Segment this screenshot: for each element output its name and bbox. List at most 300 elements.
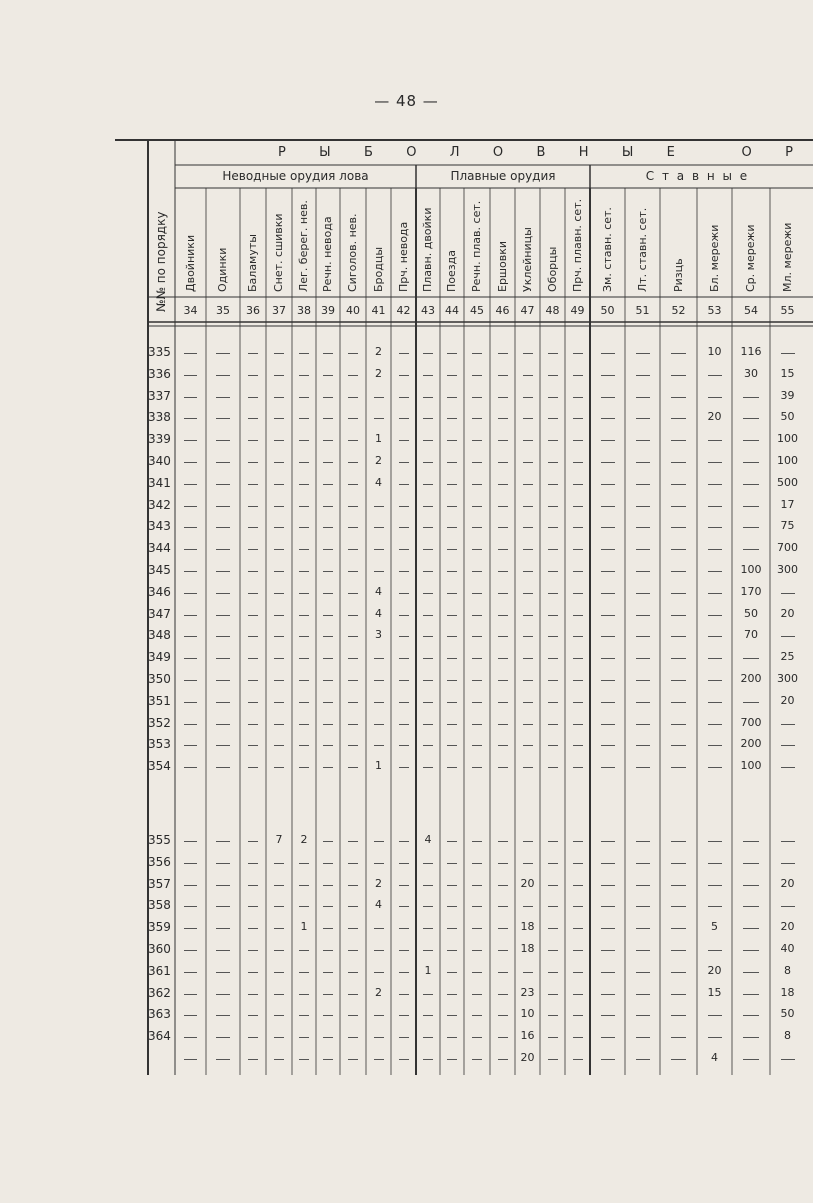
empty-cell-dash xyxy=(399,375,409,376)
empty-cell-dash xyxy=(671,1015,686,1016)
empty-cell-dash xyxy=(399,885,409,886)
empty-cell-dash xyxy=(423,397,433,398)
empty-cell-dash xyxy=(348,863,358,864)
empty-cell-dash xyxy=(323,950,333,951)
empty-cell-dash xyxy=(348,397,358,398)
empty-cell-dash xyxy=(548,549,558,550)
empty-cell-dash xyxy=(374,418,384,419)
empty-cell-dash xyxy=(447,1015,457,1016)
empty-cell-dash xyxy=(248,906,258,907)
column-number: 44 xyxy=(445,304,459,317)
empty-cell-dash xyxy=(248,972,258,973)
empty-cell-dash xyxy=(523,418,533,419)
empty-cell-dash xyxy=(708,615,722,616)
empty-cell-dash xyxy=(708,906,722,907)
super-title-letter: В xyxy=(536,145,546,160)
empty-cell-dash xyxy=(498,745,508,746)
empty-cell-dash xyxy=(523,724,533,725)
column-number: 38 xyxy=(297,304,311,317)
empty-cell-dash xyxy=(274,1015,284,1016)
empty-cell-dash xyxy=(743,418,758,419)
empty-cell-dash xyxy=(573,593,583,594)
empty-cell-dash xyxy=(299,615,309,616)
empty-cell-dash xyxy=(573,506,583,507)
empty-cell-dash xyxy=(447,906,457,907)
column-header: Ризць xyxy=(671,258,685,292)
empty-cell-dash xyxy=(671,1059,686,1060)
empty-cell-dash xyxy=(573,702,583,703)
column-header: Одинки xyxy=(216,247,229,292)
empty-cell-dash xyxy=(374,658,384,659)
column-number: 54 xyxy=(744,304,758,317)
empty-cell-dash xyxy=(447,397,457,398)
empty-cell-dash xyxy=(523,375,533,376)
table-cell: 1 xyxy=(375,432,382,446)
empty-cell-dash xyxy=(248,397,258,398)
empty-cell-dash xyxy=(423,571,433,572)
empty-cell-dash xyxy=(472,549,482,550)
table-cell: 8 xyxy=(784,1029,791,1043)
empty-cell-dash xyxy=(447,375,457,376)
empty-cell-dash xyxy=(498,1015,508,1016)
empty-cell-dash xyxy=(708,885,722,886)
empty-cell-dash xyxy=(323,841,333,842)
empty-cell-dash xyxy=(601,885,615,886)
empty-cell-dash xyxy=(274,906,284,907)
column-header: Двойники xyxy=(183,234,197,292)
empty-cell-dash xyxy=(573,972,583,973)
column-header: Уклейницы xyxy=(520,227,534,292)
empty-cell-dash xyxy=(743,1015,758,1016)
super-title-letter: Л xyxy=(449,145,460,160)
empty-cell-dash xyxy=(636,994,650,995)
empty-cell-dash xyxy=(743,702,758,703)
row-number: 349 xyxy=(148,650,171,665)
empty-cell-dash xyxy=(399,636,409,637)
row-number-header: №№ по порядку xyxy=(154,211,168,312)
empty-cell-dash xyxy=(423,1015,433,1016)
column-header: Бродцы xyxy=(371,246,385,292)
table-cell: 2 xyxy=(375,454,382,467)
empty-cell-dash xyxy=(374,863,384,864)
empty-cell-dash xyxy=(498,1037,508,1038)
empty-cell-dash xyxy=(472,885,482,886)
empty-cell-dash xyxy=(636,353,650,354)
empty-cell-dash xyxy=(472,462,482,463)
empty-cell-dash xyxy=(601,636,615,637)
empty-cell-dash xyxy=(184,658,196,659)
empty-cell-dash xyxy=(348,440,358,441)
empty-cell-dash xyxy=(216,636,230,637)
empty-cell-dash xyxy=(374,1059,384,1060)
empty-cell-dash xyxy=(423,440,433,441)
row-number: 355 xyxy=(148,833,171,847)
empty-cell-dash xyxy=(274,353,284,354)
empty-cell-dash xyxy=(299,375,309,376)
empty-cell-dash xyxy=(523,767,533,768)
empty-cell-dash xyxy=(248,658,258,659)
empty-cell-dash xyxy=(299,680,309,681)
table-cell: 4 xyxy=(424,833,432,846)
empty-cell-dash xyxy=(184,724,196,725)
empty-cell-dash xyxy=(184,636,196,637)
empty-cell-dash xyxy=(636,702,650,703)
empty-cell-dash xyxy=(348,527,358,528)
empty-cell-dash xyxy=(447,527,457,528)
empty-cell-dash xyxy=(447,950,457,951)
empty-cell-dash xyxy=(781,724,795,725)
column-number: 52 xyxy=(671,304,686,317)
empty-cell-dash xyxy=(399,950,409,951)
super-title-letter: О xyxy=(406,145,417,160)
empty-cell-dash xyxy=(636,841,650,842)
empty-cell-dash xyxy=(671,972,686,973)
super-title xyxy=(178,145,813,165)
empty-cell-dash xyxy=(423,994,433,995)
empty-cell-dash xyxy=(374,680,384,681)
empty-cell-dash xyxy=(548,353,558,354)
empty-cell-dash xyxy=(248,440,258,441)
empty-cell-dash xyxy=(323,767,333,768)
empty-cell-dash xyxy=(447,767,457,768)
empty-cell-dash xyxy=(216,841,230,842)
empty-cell-dash xyxy=(274,418,284,419)
empty-cell-dash xyxy=(498,506,508,507)
empty-cell-dash xyxy=(447,724,457,725)
empty-cell-dash xyxy=(447,702,457,703)
empty-cell-dash xyxy=(636,950,650,951)
empty-cell-dash xyxy=(708,1015,722,1016)
empty-cell-dash xyxy=(548,462,558,463)
empty-cell-dash xyxy=(216,375,230,376)
empty-cell-dash xyxy=(498,724,508,725)
empty-cell-dash xyxy=(399,571,409,572)
group-header: Неводные орудия лова xyxy=(222,169,369,183)
empty-cell-dash xyxy=(184,906,196,907)
empty-cell-dash xyxy=(472,724,482,725)
empty-cell-dash xyxy=(636,885,650,886)
empty-cell-dash xyxy=(601,549,615,550)
empty-cell-dash xyxy=(743,994,758,995)
empty-cell-dash xyxy=(498,397,508,398)
empty-cell-dash xyxy=(423,353,433,354)
empty-cell-dash xyxy=(323,375,333,376)
column-number: 41 xyxy=(371,304,386,317)
empty-cell-dash xyxy=(374,724,384,725)
empty-cell-dash xyxy=(573,885,583,886)
empty-cell-dash xyxy=(274,571,284,572)
empty-cell-dash xyxy=(348,549,358,550)
empty-cell-dash xyxy=(601,906,615,907)
empty-cell-dash xyxy=(573,1037,583,1038)
super-title-letter: О xyxy=(492,145,504,160)
empty-cell-dash xyxy=(374,950,384,951)
empty-cell-dash xyxy=(299,484,309,485)
table-cell: 50 xyxy=(780,1007,795,1021)
row-number: 358 xyxy=(148,898,171,913)
empty-cell-dash xyxy=(423,658,433,659)
empty-cell-dash xyxy=(498,1059,508,1060)
empty-cell-dash xyxy=(323,418,333,419)
empty-cell-dash xyxy=(399,397,409,398)
empty-cell-dash xyxy=(184,615,196,616)
empty-cell-dash xyxy=(374,702,384,703)
empty-cell-dash xyxy=(548,397,558,398)
empty-cell-dash xyxy=(323,745,333,746)
empty-cell-dash xyxy=(447,1059,457,1060)
empty-cell-dash xyxy=(601,863,615,864)
empty-cell-dash xyxy=(348,767,358,768)
row-number: 350 xyxy=(148,672,171,686)
empty-cell-dash xyxy=(523,906,533,907)
empty-cell-dash xyxy=(472,1015,482,1016)
empty-cell-dash xyxy=(299,767,309,768)
empty-cell-dash xyxy=(743,863,758,864)
column-number: 48 xyxy=(545,304,560,317)
empty-cell-dash xyxy=(548,745,558,746)
empty-cell-dash xyxy=(708,724,722,725)
empty-cell-dash xyxy=(601,1037,615,1038)
empty-cell-dash xyxy=(299,1015,309,1016)
empty-cell-dash xyxy=(184,418,196,419)
empty-cell-dash xyxy=(248,571,258,572)
column-number: 37 xyxy=(272,304,286,317)
table-cell: 200 xyxy=(740,672,762,685)
empty-cell-dash xyxy=(299,549,309,550)
empty-cell-dash xyxy=(708,863,722,864)
empty-cell-dash xyxy=(423,636,433,637)
empty-cell-dash xyxy=(671,527,686,528)
empty-cell-dash xyxy=(636,375,650,376)
empty-cell-dash xyxy=(447,440,457,441)
empty-cell-dash xyxy=(573,462,583,463)
table-cell: 3 xyxy=(375,628,382,642)
empty-cell-dash xyxy=(323,506,333,507)
empty-cell-dash xyxy=(573,928,583,929)
empty-cell-dash xyxy=(573,950,583,951)
row-number: 335 xyxy=(148,345,171,359)
empty-cell-dash xyxy=(184,994,196,995)
empty-cell-dash xyxy=(498,636,508,637)
empty-cell-dash xyxy=(216,440,230,441)
empty-cell-dash xyxy=(523,658,533,659)
empty-cell-dash xyxy=(374,745,384,746)
empty-cell-dash xyxy=(573,375,583,376)
empty-cell-dash xyxy=(601,950,615,951)
empty-cell-dash xyxy=(708,841,722,842)
empty-cell-dash xyxy=(671,702,686,703)
empty-cell-dash xyxy=(601,593,615,594)
empty-cell-dash xyxy=(708,636,722,637)
empty-cell-dash xyxy=(423,745,433,746)
column-number: 40 xyxy=(346,304,360,317)
empty-cell-dash xyxy=(274,615,284,616)
empty-cell-dash xyxy=(548,950,558,951)
empty-cell-dash xyxy=(671,724,686,725)
empty-cell-dash xyxy=(498,462,508,463)
empty-cell-dash xyxy=(323,636,333,637)
row-number: 351 xyxy=(148,693,171,708)
empty-cell-dash xyxy=(498,994,508,995)
empty-cell-dash xyxy=(523,549,533,550)
empty-cell-dash xyxy=(184,375,196,376)
empty-cell-dash xyxy=(447,885,457,886)
table-cell: 18 xyxy=(520,920,535,934)
empty-cell-dash xyxy=(636,571,650,572)
empty-cell-dash xyxy=(573,724,583,725)
empty-cell-dash xyxy=(636,484,650,485)
empty-cell-dash xyxy=(671,994,686,995)
table-cell: 7 xyxy=(275,833,283,846)
empty-cell-dash xyxy=(299,863,309,864)
empty-cell-dash xyxy=(274,972,284,973)
empty-cell-dash xyxy=(399,994,409,995)
table-cell: 20 xyxy=(520,876,535,890)
table-cell: 4 xyxy=(375,584,382,598)
empty-cell-dash xyxy=(374,1037,384,1038)
empty-cell-dash xyxy=(374,397,384,398)
table-cell: 100 xyxy=(777,454,798,467)
empty-cell-dash xyxy=(216,484,230,485)
empty-cell-dash xyxy=(374,549,384,550)
empty-cell-dash xyxy=(348,353,358,354)
empty-cell-dash xyxy=(348,615,358,616)
empty-cell-dash xyxy=(671,549,686,550)
empty-cell-dash xyxy=(548,636,558,637)
column-number: 34 xyxy=(183,304,198,317)
empty-cell-dash xyxy=(274,994,284,995)
empty-cell-dash xyxy=(184,885,196,886)
row-number: 356 xyxy=(148,854,171,869)
empty-cell-dash xyxy=(601,1059,615,1060)
empty-cell-dash xyxy=(498,972,508,973)
empty-cell-dash xyxy=(743,462,758,463)
empty-cell-dash xyxy=(523,615,533,616)
empty-cell-dash xyxy=(498,767,508,768)
empty-cell-dash xyxy=(601,375,615,376)
empty-cell-dash xyxy=(708,767,722,768)
empty-cell-dash xyxy=(601,994,615,995)
empty-cell-dash xyxy=(274,506,284,507)
empty-cell-dash xyxy=(274,1059,284,1060)
table-cell: 20 xyxy=(780,606,795,620)
table-cell: 2 xyxy=(300,833,308,846)
empty-cell-dash xyxy=(636,527,650,528)
table-cell: 18 xyxy=(780,985,795,999)
empty-cell-dash xyxy=(447,994,457,995)
empty-cell-dash xyxy=(274,397,284,398)
empty-cell-dash xyxy=(601,397,615,398)
empty-cell-dash xyxy=(184,972,196,973)
empty-cell-dash xyxy=(348,484,358,485)
empty-cell-dash xyxy=(671,767,686,768)
empty-cell-dash xyxy=(399,506,409,507)
empty-cell-dash xyxy=(348,593,358,594)
empty-cell-dash xyxy=(348,994,358,995)
super-title-letter: О xyxy=(741,145,752,160)
empty-cell-dash xyxy=(216,972,230,973)
empty-cell-dash xyxy=(216,994,230,995)
empty-cell-dash xyxy=(248,593,258,594)
empty-cell-dash xyxy=(248,928,258,929)
empty-cell-dash xyxy=(299,571,309,572)
empty-cell-dash xyxy=(781,1059,795,1060)
table-cell: 50 xyxy=(780,410,795,424)
empty-cell-dash xyxy=(447,615,457,616)
empty-cell-dash xyxy=(248,527,258,528)
empty-cell-dash xyxy=(399,702,409,703)
empty-cell-dash xyxy=(274,863,284,864)
empty-cell-dash xyxy=(216,724,230,725)
empty-cell-dash xyxy=(399,615,409,616)
empty-cell-dash xyxy=(636,928,650,929)
column-header: Прч. плавн. сет. xyxy=(570,198,584,292)
empty-cell-dash xyxy=(399,767,409,768)
empty-cell-dash xyxy=(248,353,258,354)
empty-cell-dash xyxy=(548,680,558,681)
table-cell: 100 xyxy=(777,432,798,446)
empty-cell-dash xyxy=(472,906,482,907)
empty-cell-dash xyxy=(248,863,258,864)
super-title-letter: Б xyxy=(363,145,373,160)
empty-cell-dash xyxy=(348,972,358,973)
empty-cell-dash xyxy=(671,397,686,398)
empty-cell-dash xyxy=(708,950,722,951)
super-title-letter: Р xyxy=(785,145,793,160)
empty-cell-dash xyxy=(423,527,433,528)
empty-cell-dash xyxy=(399,484,409,485)
empty-cell-dash xyxy=(636,615,650,616)
empty-cell-dash xyxy=(348,418,358,419)
empty-cell-dash xyxy=(184,527,196,528)
column-header: Бл. мережи xyxy=(707,224,721,292)
row-number: 337 xyxy=(148,388,171,403)
row-number: 359 xyxy=(148,920,171,935)
empty-cell-dash xyxy=(498,527,508,528)
empty-cell-dash xyxy=(374,928,384,929)
empty-cell-dash xyxy=(671,418,686,419)
empty-cell-dash xyxy=(573,484,583,485)
table-cell: 700 xyxy=(740,715,762,729)
empty-cell-dash xyxy=(601,571,615,572)
row-number: 348 xyxy=(148,628,171,643)
empty-cell-dash xyxy=(573,571,583,572)
empty-cell-dash xyxy=(248,636,258,637)
empty-cell-dash xyxy=(498,440,508,441)
empty-cell-dash xyxy=(184,1015,196,1016)
empty-cell-dash xyxy=(523,506,533,507)
empty-cell-dash xyxy=(399,680,409,681)
empty-cell-dash xyxy=(423,928,433,929)
empty-cell-dash xyxy=(671,462,686,463)
table-cell: 40 xyxy=(780,942,795,955)
row-number: 343 xyxy=(148,519,171,534)
empty-cell-dash xyxy=(636,593,650,594)
empty-cell-dash xyxy=(399,841,409,842)
empty-cell-dash xyxy=(573,906,583,907)
table-cell: 23 xyxy=(520,985,535,999)
empty-cell-dash xyxy=(323,724,333,725)
empty-cell-dash xyxy=(399,658,409,659)
empty-cell-dash xyxy=(472,1059,482,1060)
empty-cell-dash xyxy=(472,571,482,572)
column-header: Прч. невода xyxy=(396,221,410,292)
empty-cell-dash xyxy=(781,863,795,864)
empty-cell-dash xyxy=(601,680,615,681)
empty-cell-dash xyxy=(601,702,615,703)
empty-cell-dash xyxy=(498,702,508,703)
group-header: Плавные орудия xyxy=(450,169,556,183)
